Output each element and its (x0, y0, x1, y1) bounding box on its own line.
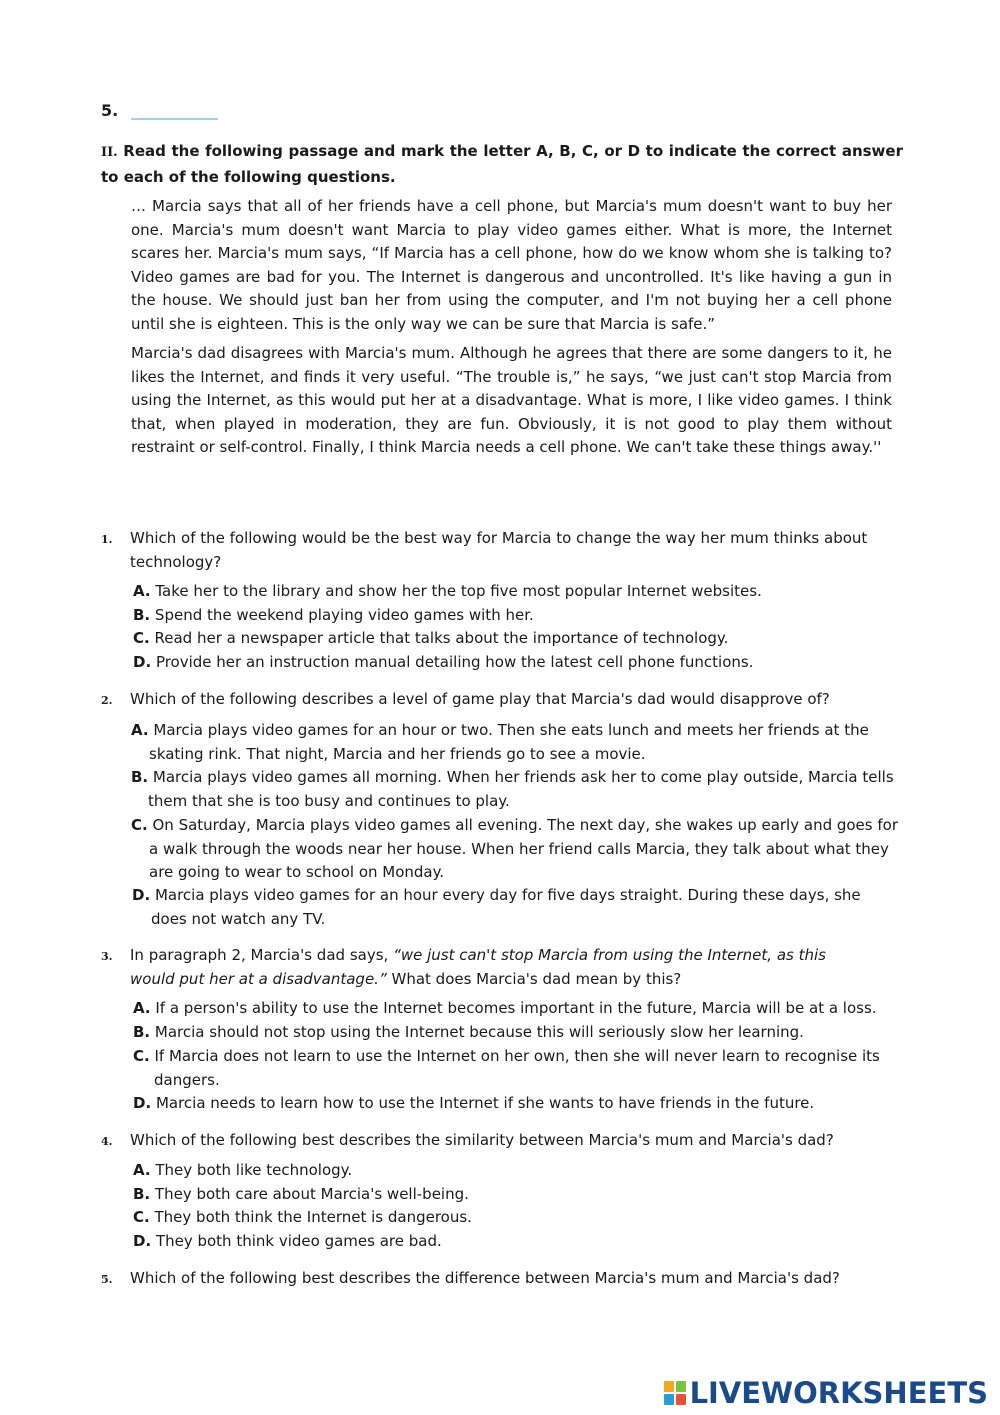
option-text: They both think the Internet is dangerous. (154, 1208, 472, 1226)
question-3-option-a[interactable] (133, 997, 877, 1021)
question-4-option-c[interactable] (133, 1206, 472, 1230)
question-number: 1. (101, 533, 113, 546)
section-heading (101, 139, 903, 189)
question-3-option-b[interactable] (133, 1021, 804, 1045)
option-text: Spend the weekend playing video games with her. (154, 606, 534, 624)
option-letter: C. (131, 816, 148, 834)
option-letter: B. (133, 1185, 151, 1203)
option-letter: D. (133, 1232, 152, 1250)
liveworksheets-logo (664, 1376, 988, 1410)
option-text: If a person's ability to use the Internet becomes important in the future, Marcia will be at a loss. (155, 999, 877, 1017)
option-text: They both like technology. (155, 1161, 353, 1179)
question-4-option-b[interactable] (133, 1183, 469, 1207)
question-5-text: Which of the following best describes the difference between Marcia's mum and Marcia's dad? (130, 1269, 840, 1287)
option-letter: A. (133, 582, 151, 600)
question-1-option-b[interactable] (133, 604, 534, 628)
option-text: Marcia plays video games for an hour or two. Then she eats lunch and meets her friends at the skating rink. That night, Marcia and her friends go to see a movie. (149, 721, 869, 763)
question-1-option-a[interactable] (133, 580, 762, 604)
question-1-option-c[interactable] (133, 627, 728, 651)
question-4-text: Which of the following best describes the similarity between Marcia's mum and Marcia's dad? (130, 1131, 834, 1149)
option-letter: D. (133, 653, 152, 671)
question-3-text-pre: In paragraph 2, Marcia's dad says, (130, 946, 394, 964)
logo-square-4 (676, 1394, 686, 1405)
question-number: 2. (101, 694, 113, 707)
question-3-quote: “we just can't stop Marcia from using the Internet, as this would put her at a disadvantage.” (130, 946, 826, 988)
logo-square-3 (664, 1394, 674, 1405)
question-2-option-b[interactable] (131, 766, 913, 813)
logo-square-1 (664, 1381, 674, 1392)
question-1-text: Which of the following would be the best way for Marcia to change the way her mum thinks about technology? (130, 529, 868, 571)
question-number-5-top: 5. (101, 101, 119, 120)
question-number: 3. (101, 950, 113, 963)
option-text: Provide her an instruction manual detailing how the latest cell phone functions. (155, 653, 754, 671)
option-text: They both care about Marcia's well-being. (154, 1185, 469, 1203)
question-4-option-a[interactable] (133, 1159, 352, 1183)
question-2-option-c[interactable] (131, 814, 911, 885)
section-instructions: Read the following passage and mark the letter A, B, C, or D to indicate the correct answer to each of the following questions. (101, 142, 903, 186)
option-text: If Marcia does not learn to use the Internet on her own, then she will never learn to recognise its dangers. (154, 1047, 880, 1089)
question-2-option-a[interactable] (131, 719, 889, 766)
passage-paragraph-2: Marcia's dad disagrees with Marcia's mum. Although he agrees that there are some dangers to it, he likes the Internet, and finds it very useful. “The trouble is,” he says, “we just can't stop Marcia from using the Internet, as this would put her at a disadvantage. What is more, I like video games. I think that, when played in moderation, they are fun. Obviously, it is not good to play them without restraint or self-control. Finally, I think Marcia needs a cell phone. We can't take these things away.'' (131, 344, 892, 456)
option-letter: D. (133, 1094, 152, 1112)
logo-text: LIVEWORKSHEETS (689, 1376, 988, 1410)
option-text: Read her a newspaper article that talks about the importance of technology. (154, 629, 729, 647)
option-letter: C. (133, 629, 150, 647)
question-3-option-c[interactable] (133, 1045, 899, 1092)
option-letter: C. (133, 1208, 150, 1226)
question-number: 4. (101, 1135, 113, 1148)
section-roman-numeral: II. (101, 145, 118, 160)
question-3-text-post: What does Marcia's dad mean by this? (386, 969, 682, 988)
option-letter: B. (133, 1023, 151, 1041)
option-letter: C. (133, 1047, 150, 1065)
answer-blank-input[interactable] (131, 118, 218, 120)
question-3-option-d[interactable] (133, 1092, 814, 1116)
option-text: Marcia plays video games for an hour every day for five days straight. During these days, she does not watch any TV. (151, 886, 861, 928)
option-letter: D. (132, 886, 151, 904)
question-4-option-d[interactable] (133, 1230, 442, 1254)
option-letter: A. (131, 721, 149, 739)
option-text: Marcia should not stop using the Internet because this will seriously slow her learning. (154, 1023, 804, 1041)
passage-paragraph-1: … Marcia says that all of her friends have a cell phone, but Marcia's mum doesn't want to buy her one. Marcia's mum doesn't want Marcia to play video games either. What is more, the Internet scares her. Marcia's mum says, “If Marcia has a cell phone, how do we know whom she is talking to? Video games are bad for you. The Internet is dangerous and uncontrolled. It's like having a gun in the house. We should just ban her from using the computer, and I'm not buying her a cell phone until she is eighteen. This is the only way we can be sure that Marcia is safe.” (131, 197, 892, 333)
option-text: They both think video games are bad. (155, 1232, 442, 1250)
option-letter: B. (133, 606, 151, 624)
option-text: Take her to the library and show her the top five most popular Internet websites. (155, 582, 762, 600)
question-2-option-d[interactable] (132, 884, 881, 931)
question-1-option-d[interactable] (133, 651, 753, 675)
question-2-text: Which of the following describes a level of game play that Marcia's dad would disapprove of? (130, 690, 830, 708)
option-letter: A. (133, 1161, 151, 1179)
option-letter: A. (133, 999, 151, 1017)
logo-square-2 (676, 1381, 686, 1392)
option-text: Marcia plays video games all morning. When her friends ask her to come play outside, Marcia tells them that she is too busy and continues to play. (148, 768, 894, 810)
option-text: Marcia needs to learn how to use the Internet if she wants to have friends in the future. (155, 1094, 815, 1112)
option-text: On Saturday, Marcia plays video games all evening. The next day, she wakes up early and goes for a walk through the woods near her house. When her friend calls Marcia, they talk about what they are going to wear to school on Monday. (149, 816, 898, 881)
question-3-text (130, 944, 875, 991)
question-number: 5. (101, 1273, 113, 1286)
logo-mark-icon (664, 1381, 686, 1405)
option-letter: B. (131, 768, 149, 786)
